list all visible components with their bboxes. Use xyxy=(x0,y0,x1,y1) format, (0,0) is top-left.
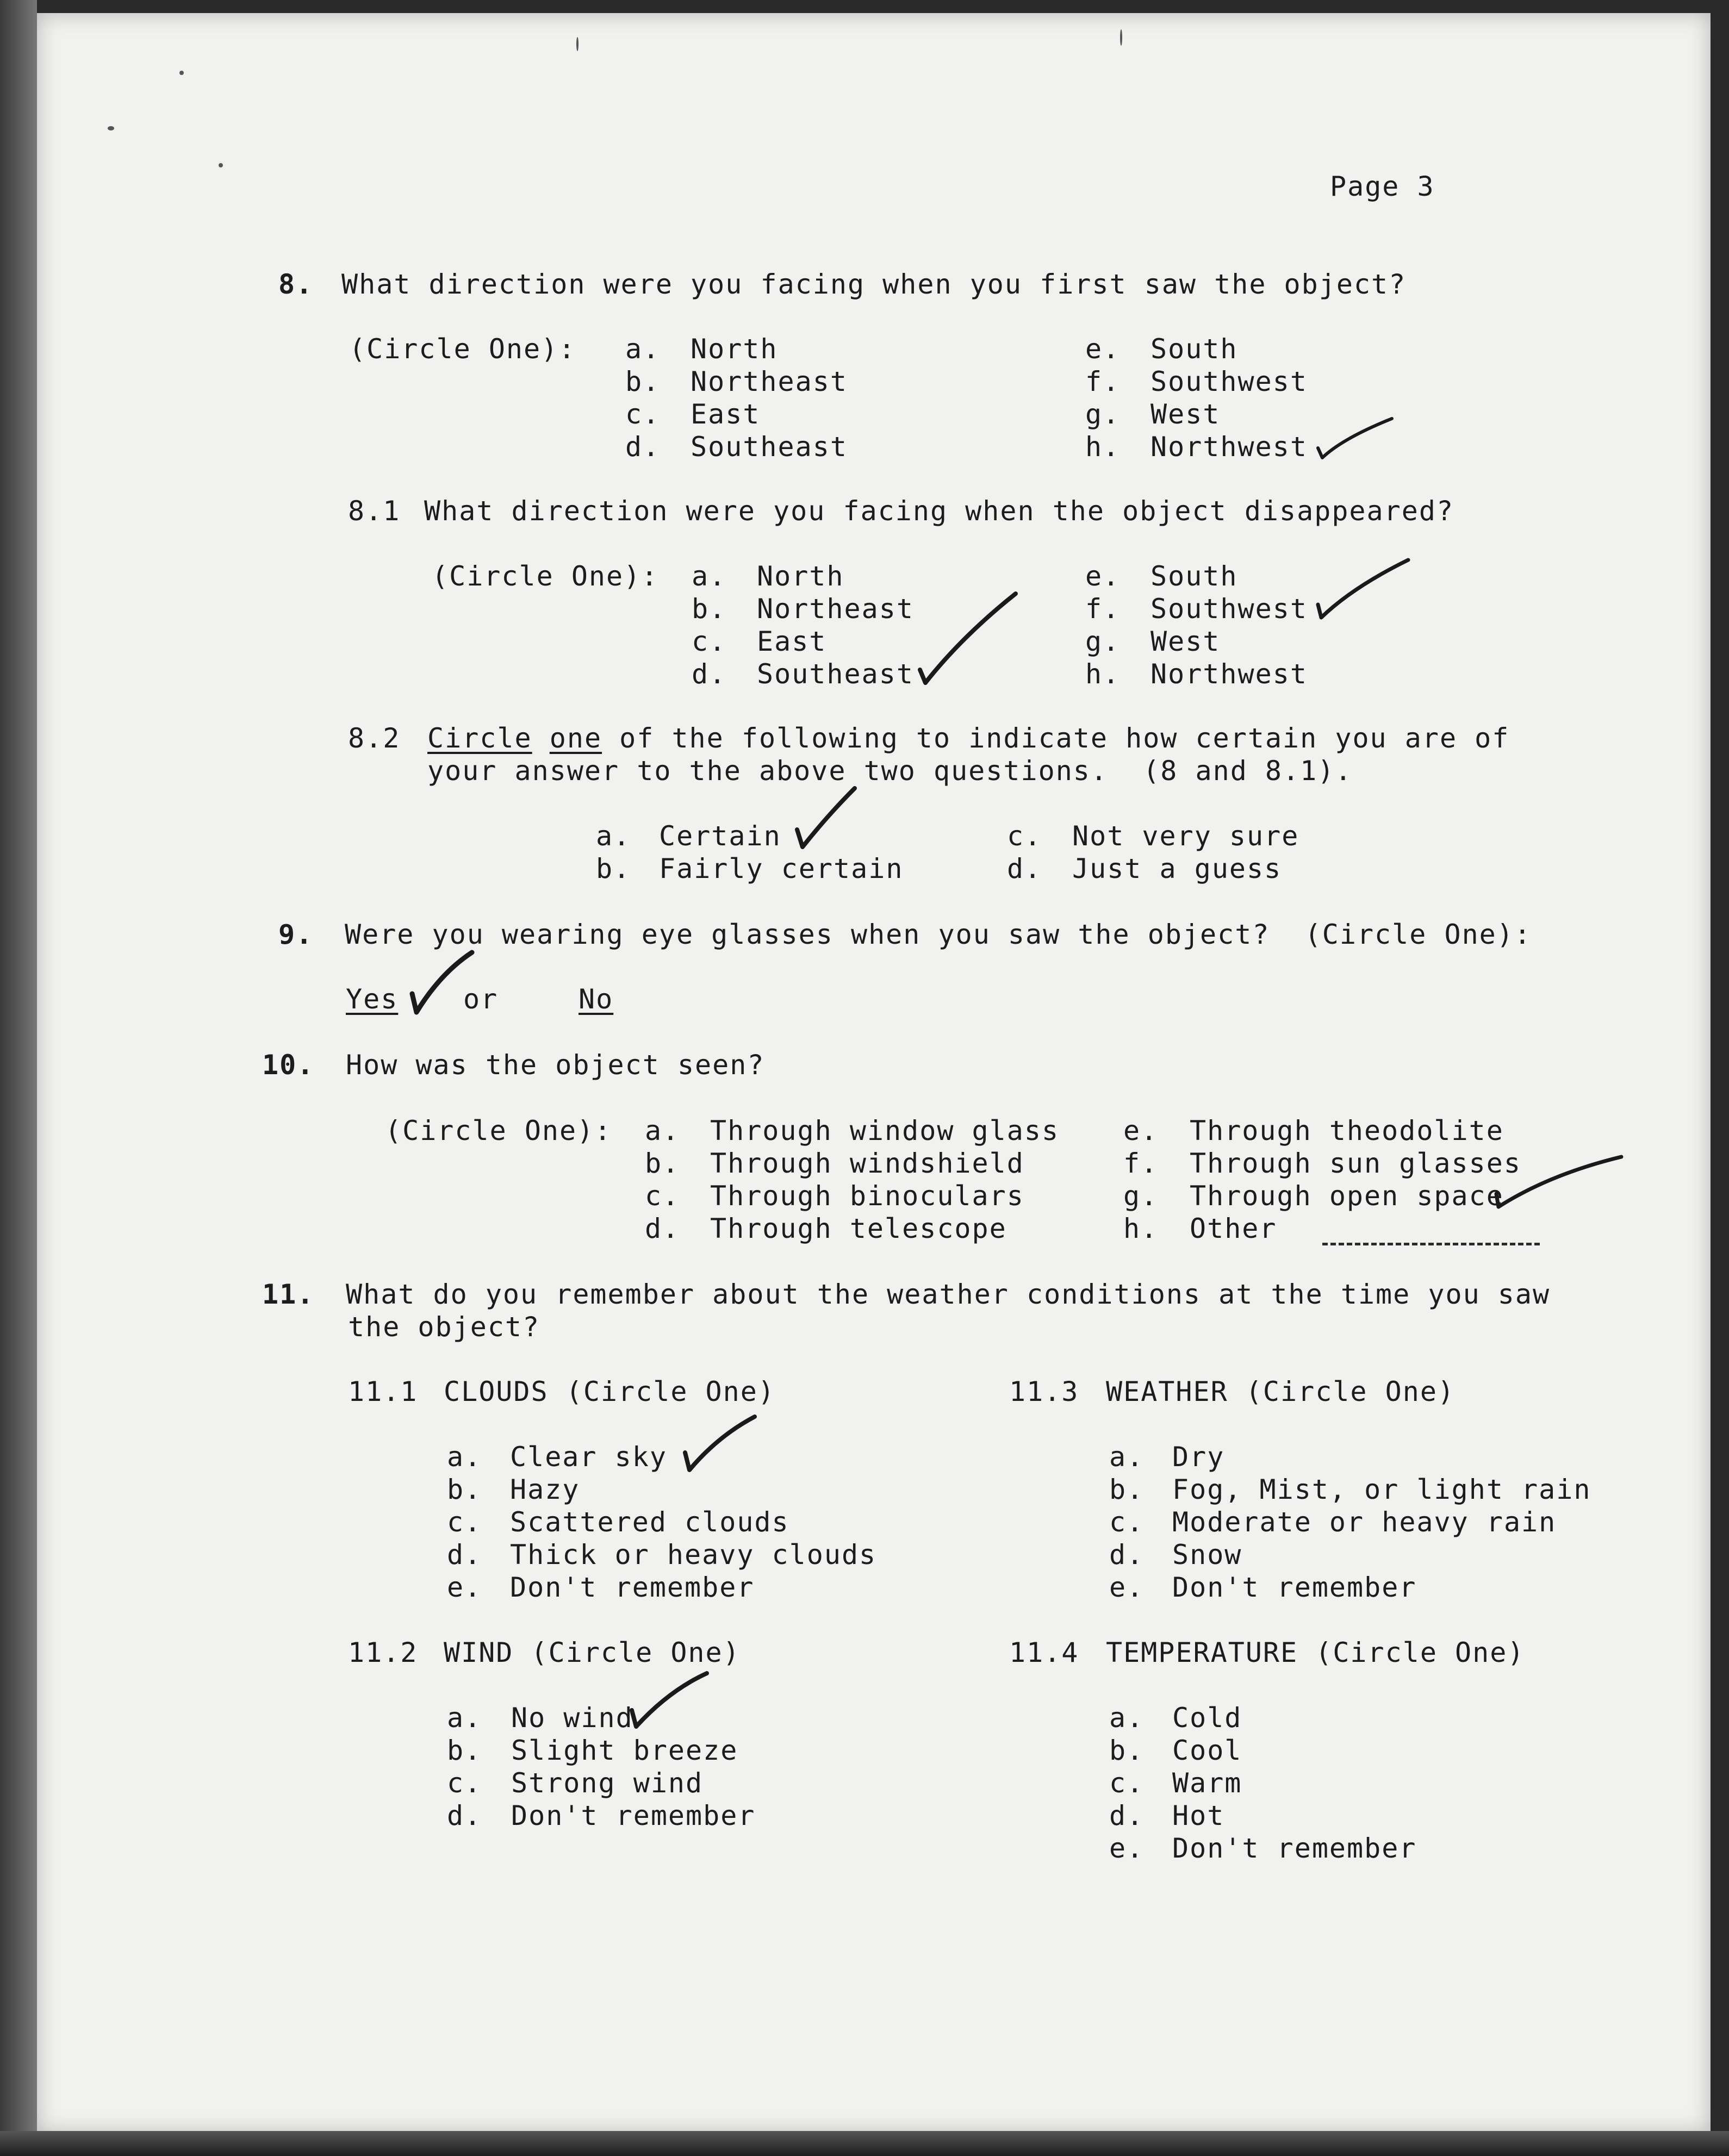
q10-option-letter[interactable]: h. xyxy=(1123,1213,1159,1244)
q8-1-option-letter[interactable]: e. xyxy=(1085,560,1121,592)
q8-1-option-letter[interactable]: h. xyxy=(1085,658,1121,690)
q10-option-letter[interactable]: c. xyxy=(645,1180,680,1212)
q8-option-north[interactable]: North xyxy=(691,333,778,365)
q11-3-option-snow[interactable]: Snow xyxy=(1172,1539,1242,1571)
q8-1-option-northwest[interactable]: Northwest xyxy=(1150,658,1308,690)
q8-2-option-not-very-sure[interactable]: Not very sure xyxy=(1072,820,1299,852)
q8-1-option-letter[interactable]: d. xyxy=(692,658,727,690)
q8-option-letter[interactable]: f. xyxy=(1085,366,1121,397)
q8-2-option-letter[interactable]: c. xyxy=(1007,820,1042,852)
check-mark-icon xyxy=(685,1417,755,1470)
q11-1-option-letter[interactable]: e. xyxy=(447,1572,482,1603)
q11-2-number: 11.2 xyxy=(348,1637,418,1668)
q10-option-theodolite[interactable]: Through theodolite xyxy=(1190,1115,1504,1146)
q11-1-option-letter[interactable]: c. xyxy=(447,1506,482,1538)
q11-2-option-letter[interactable]: a. xyxy=(447,1702,482,1734)
q8-option-east[interactable]: East xyxy=(691,398,761,430)
q8-1-option-east[interactable]: East xyxy=(757,626,827,657)
q8-1-option-northeast[interactable]: Northeast xyxy=(757,593,914,625)
q8-option-south[interactable]: South xyxy=(1150,333,1238,365)
q11-number: 11. xyxy=(262,1279,315,1310)
q11-1-clouds-title: CLOUDS (Circle One) xyxy=(444,1376,775,1407)
q11-1-option-thick-clouds[interactable]: Thick or heavy clouds xyxy=(510,1539,877,1571)
q11-3-option-letter[interactable]: a. xyxy=(1109,1441,1145,1473)
q11-4-option-letter[interactable]: a. xyxy=(1109,1702,1145,1734)
q10-option-letter[interactable]: f. xyxy=(1123,1148,1159,1179)
q8-2-option-letter[interactable]: a. xyxy=(596,820,631,852)
q11-4-option-hot[interactable]: Hot xyxy=(1172,1800,1225,1831)
check-mark-icon xyxy=(797,788,855,847)
q8-2-option-fairly-certain[interactable]: Fairly certain xyxy=(659,853,904,884)
q8-1-option-west[interactable]: West xyxy=(1150,626,1221,657)
q11-2-option-letter[interactable]: b. xyxy=(447,1735,482,1766)
q11-1-option-clear-sky[interactable]: Clear sky xyxy=(510,1441,667,1473)
q8-option-letter[interactable]: g. xyxy=(1085,398,1121,430)
q11-3-option-dont-remember[interactable]: Don't remember xyxy=(1172,1572,1417,1603)
q11-2-option-dont-remember[interactable]: Don't remember xyxy=(511,1800,756,1831)
q8-circle-instruction: (Circle One): xyxy=(349,333,576,365)
q10-option-windshield[interactable]: Through windshield xyxy=(710,1148,1024,1179)
q11-1-option-letter[interactable]: a. xyxy=(447,1441,482,1473)
q8-option-letter[interactable]: h. xyxy=(1085,431,1121,463)
q11-4-option-cold[interactable]: Cold xyxy=(1172,1702,1242,1734)
q10-option-other[interactable]: Other xyxy=(1190,1213,1277,1244)
q8-2-option-just-a-guess[interactable]: Just a guess xyxy=(1072,853,1282,884)
q11-4-option-cool[interactable]: Cool xyxy=(1172,1735,1242,1766)
q8-1-number: 8.1 xyxy=(348,495,401,527)
check-mark-icon xyxy=(1496,1157,1621,1207)
q11-4-temperature-title: TEMPERATURE (Circle One) xyxy=(1106,1637,1525,1668)
q8-1-circle-instruction: (Circle One): xyxy=(432,560,659,592)
q10-option-telescope[interactable]: Through telescope xyxy=(710,1213,1007,1244)
q8-option-northeast[interactable]: Northeast xyxy=(691,366,848,397)
q8-option-letter[interactable]: c. xyxy=(625,398,661,430)
q8-1-option-letter[interactable]: f. xyxy=(1085,593,1121,625)
circle-word-underlined: Circle xyxy=(427,722,532,754)
q11-question-text: What do you remember about the weather conditions at the time you saw xyxy=(346,1279,1551,1310)
q8-number: 8. xyxy=(278,269,314,300)
q10-option-letter[interactable]: e. xyxy=(1123,1115,1159,1146)
q8-2-option-letter[interactable]: d. xyxy=(1007,853,1042,884)
q8-1-option-letter[interactable]: c. xyxy=(692,626,727,657)
q8-1-option-letter[interactable]: a. xyxy=(692,560,727,592)
q8-2-text-rest: of the following to indicate how certain you are of xyxy=(602,722,1510,754)
q11-2-option-slight-breeze[interactable]: Slight breeze xyxy=(511,1735,738,1766)
q8-2-number: 8.2 xyxy=(348,722,401,754)
q10-option-sun-glasses[interactable]: Through sun glasses xyxy=(1190,1148,1521,1179)
q11-3-option-letter[interactable]: b. xyxy=(1109,1474,1145,1505)
q8-2-option-certain[interactable]: Certain xyxy=(659,820,781,852)
q10-option-letter[interactable]: d. xyxy=(645,1213,680,1244)
q9-question-text: Were you wearing eye glasses when you saw the object? (Circle One): xyxy=(345,919,1532,950)
q8-1-option-south[interactable]: South xyxy=(1150,560,1238,592)
q11-1-option-dont-remember[interactable]: Don't remember xyxy=(510,1572,755,1603)
q10-number: 10. xyxy=(262,1049,315,1081)
q8-1-question-text: What direction were you facing when the object disappeared? xyxy=(424,495,1454,527)
q11-2-option-letter[interactable]: d. xyxy=(447,1800,482,1831)
q9-option-yes[interactable]: Yes xyxy=(346,983,399,1015)
q8-option-letter[interactable]: d. xyxy=(625,431,661,463)
q11-1-option-letter[interactable]: d. xyxy=(447,1539,482,1571)
q11-4-option-letter[interactable]: e. xyxy=(1109,1833,1145,1864)
q11-4-option-warm[interactable]: Warm xyxy=(1172,1767,1242,1799)
check-mark-icon xyxy=(920,594,1016,683)
q11-3-option-letter[interactable]: d. xyxy=(1109,1539,1145,1571)
q8-option-southeast[interactable]: Southeast xyxy=(691,431,848,463)
q8-question-text: What direction were you facing when you first saw the object? xyxy=(341,269,1407,300)
check-mark-icon xyxy=(412,952,472,1012)
q11-4-option-letter[interactable]: c. xyxy=(1109,1767,1145,1799)
q11-2-wind-title: WIND (Circle One) xyxy=(444,1637,741,1668)
q11-2-option-strong-wind[interactable]: Strong wind xyxy=(511,1767,704,1799)
check-mark-icon xyxy=(1318,560,1408,618)
q11-3-weather-title: WEATHER (Circle One) xyxy=(1106,1376,1456,1407)
q11-2-option-letter[interactable]: c. xyxy=(447,1767,482,1799)
q8-1-option-letter[interactable]: b. xyxy=(692,593,727,625)
q8-1-option-north[interactable]: North xyxy=(757,560,844,592)
q11-2-option-no-wind[interactable]: No wind xyxy=(511,1702,633,1734)
q11-3-option-letter[interactable]: c. xyxy=(1109,1506,1145,1538)
q10-option-open-space[interactable]: Through open space xyxy=(1190,1180,1504,1212)
q11-4-number: 11.4 xyxy=(1009,1637,1079,1668)
page-number: Page 3 xyxy=(1330,171,1435,202)
q11-4-option-letter[interactable]: b. xyxy=(1109,1735,1145,1766)
q8-option-west[interactable]: West xyxy=(1150,398,1221,430)
q11-4-option-letter[interactable]: d. xyxy=(1109,1800,1145,1831)
q8-1-option-southeast[interactable]: Southeast xyxy=(757,658,914,690)
q11-1-option-scattered-clouds[interactable]: Scattered clouds xyxy=(510,1506,789,1538)
check-mark-icon xyxy=(1318,419,1392,458)
q8-option-letter[interactable]: b. xyxy=(625,366,661,397)
q11-question-text-line2: the object? xyxy=(348,1311,540,1343)
q9-or-word: or xyxy=(463,983,499,1015)
q9-option-no[interactable]: No xyxy=(579,983,614,1015)
check-mark-icon xyxy=(632,1673,707,1727)
q8-1-option-southwest[interactable]: Southwest xyxy=(1150,593,1308,625)
one-word-underlined: one xyxy=(549,722,602,754)
q11-1-number: 11.1 xyxy=(348,1376,418,1407)
q8-2-question-text-line2: your answer to the above two questions. (8 and 8.1). xyxy=(427,755,1353,787)
q10-option-window-glass[interactable]: Through window glass xyxy=(710,1115,1060,1146)
q11-3-number: 11.3 xyxy=(1009,1376,1079,1407)
q10-option-letter[interactable]: g. xyxy=(1123,1180,1159,1212)
q10-circle-instruction: (Circle One): xyxy=(385,1115,612,1146)
q8-option-northwest[interactable]: Northwest xyxy=(1150,431,1308,463)
q8-option-letter[interactable]: a. xyxy=(625,333,661,365)
q8-2-option-letter[interactable]: b. xyxy=(596,853,631,884)
q9-number: 9. xyxy=(278,919,314,950)
q8-option-southwest[interactable]: Southwest xyxy=(1150,366,1308,397)
q11-3-option-heavy-rain[interactable]: Moderate or heavy rain xyxy=(1172,1506,1557,1538)
q11-3-option-dry[interactable]: Dry xyxy=(1172,1441,1225,1473)
q11-3-option-letter[interactable]: e. xyxy=(1109,1572,1145,1603)
q11-1-option-hazy[interactable]: Hazy xyxy=(510,1474,580,1505)
q10-option-binoculars[interactable]: Through binoculars xyxy=(710,1180,1024,1212)
q11-1-option-letter[interactable]: b. xyxy=(447,1474,482,1505)
q10-option-letter[interactable]: b. xyxy=(645,1148,680,1179)
q11-3-option-fog-mist[interactable]: Fog, Mist, or light rain xyxy=(1172,1474,1591,1505)
q10-question-text: How was the object seen? xyxy=(346,1049,765,1081)
q11-4-option-dont-remember[interactable]: Don't remember xyxy=(1172,1833,1417,1864)
q8-option-letter[interactable]: e. xyxy=(1085,333,1121,365)
q8-1-option-letter[interactable]: g. xyxy=(1085,626,1121,657)
q10-option-letter[interactable]: a. xyxy=(645,1115,680,1146)
